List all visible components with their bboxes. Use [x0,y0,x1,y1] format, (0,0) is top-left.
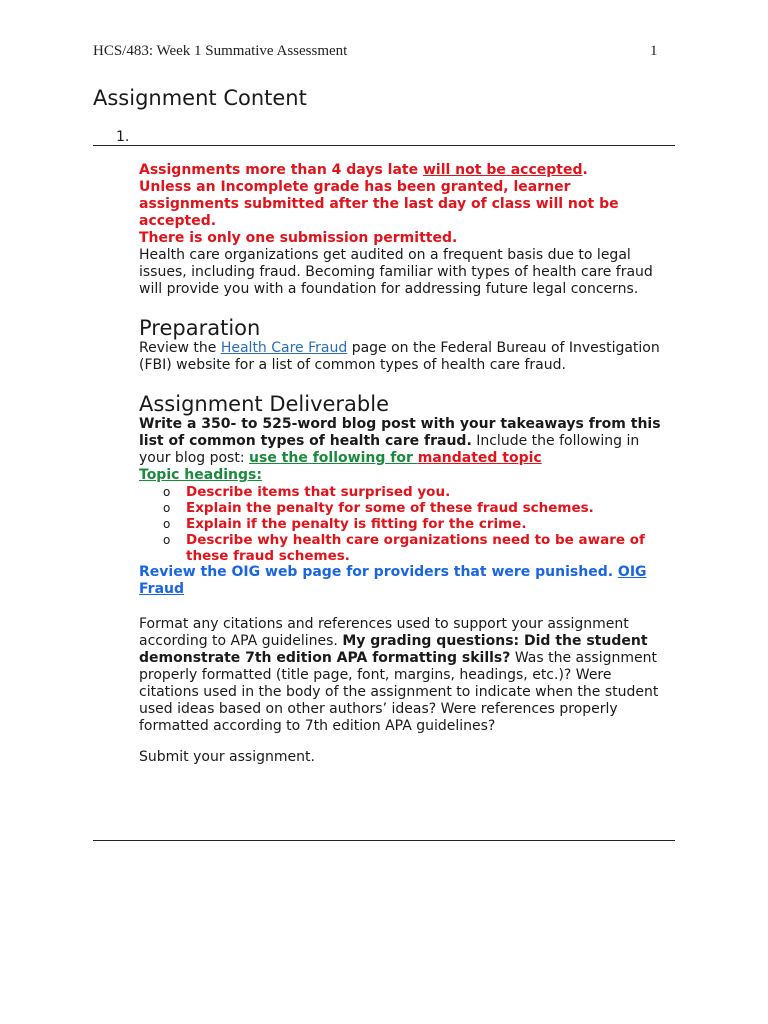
list-item-text: Describe why health care organizations need to be aware of these fraud schemes. [186,532,645,564]
late-notice [139,162,675,179]
submit-instruction: Submit your assignment. [139,749,315,765]
incomplete-notice: Unless an Incomplete grade has been granted, learner assignments submitted after the last day of class will not be accepted. [139,179,619,229]
deliverable-green-note: use the following for [249,450,418,466]
topic-headings-label: Topic headings: [139,467,262,483]
submission-notice: There is only one submission permitted. [139,230,458,246]
assignment-body [139,162,675,766]
list-item [139,484,675,500]
bullet-marker: o [163,501,171,515]
format-text-after: Was the assignment properly formatted (title page, font, margins, headings, etc.)? Were citations used in the body of the assignment to indicate when the student used ideas based on other authors’ ideas? Were references properly formatted according to 7th edition APA guidelines? [139,650,659,734]
list-item [139,500,675,516]
running-header: HCS/483: Week 1 Summative Assessment [93,43,348,59]
topic-list [139,484,675,564]
bullet-marker: o [163,533,171,547]
late-notice-suffix: . [582,162,588,178]
review-paragraph [139,564,675,598]
intro-paragraph: Health care organizations get audited on a frequent basis due to legal issues, including fraud. Becoming familiar with types of health care fraud will provide you with a foundation for addressing future legal concerns. [139,247,653,297]
preparation-text: Review the [139,340,221,356]
list-item [139,532,675,564]
deliverable-paragraph [139,416,675,467]
page-number: 1 [650,43,658,59]
format-text: Format any citations and references used to support your assignment according to APA guidelines. [139,616,629,649]
deliverable-red-note: mandated topic [417,450,542,466]
late-notice-underlined: will not be accepted [422,162,583,178]
preparation-text-after: page on the Federal Bureau of Investigation (FBI) website for a list of common types of health care fraud. [139,340,660,373]
deliverable-bold: Write a 350- to 525-word blog post with your takeaways from this list of common types of health care fraud. [139,416,661,449]
health-care-fraud-link[interactable]: Health Care Fraud [220,340,348,356]
top-divider [93,145,675,146]
list-number: 1. [116,129,130,145]
bottom-divider [93,840,675,841]
list-item-text: Describe items that surprised you. [186,484,451,500]
bullet-marker: o [163,517,171,531]
preparation-paragraph [139,340,675,374]
preparation-heading: Preparation [139,316,261,340]
review-text: Review the OIG web page for providers that were punished. [139,564,618,580]
format-paragraph [139,616,675,735]
deliverable-heading: Assignment Deliverable [139,392,390,416]
page-title: Assignment Content [93,86,307,110]
grading-questions: My grading questions: Did the student demonstrate 7th edition APA formatting skills? [139,633,648,666]
list-item [139,516,675,532]
oig-fraud-link[interactable]: OIG Fraud [139,564,647,597]
list-item-text: Explain the penalty for some of these fraud schemes. [186,500,594,516]
deliverable-text: Include the following in your blog post: [139,433,640,466]
bullet-marker: o [163,485,171,499]
late-notice-prefix: Assignments more than 4 days late [139,162,423,178]
list-item-text: Explain if the penalty is fitting for the crime. [186,516,527,532]
